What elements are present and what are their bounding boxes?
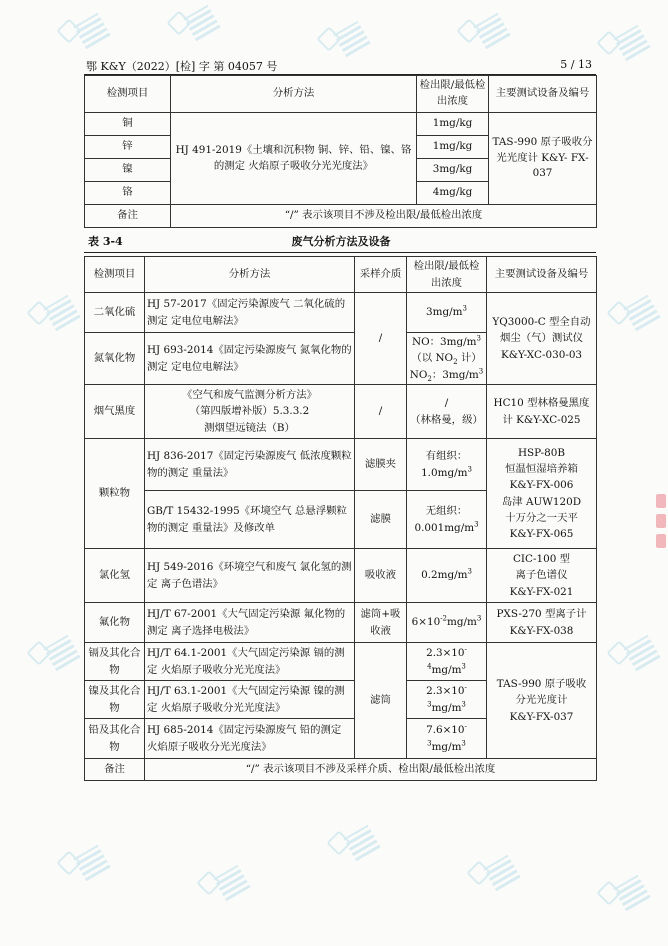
limit-cell bbox=[407, 333, 487, 385]
method-cell: HJ 549-2016《环境空气和废气 氯化氢的测定 离子色谱法》 bbox=[145, 549, 355, 603]
exponent: -3 bbox=[427, 722, 467, 748]
subscript: 2 bbox=[453, 358, 458, 367]
report-number: 鄂 K&Y（2022）[检] 字 第 04057 号 bbox=[86, 60, 278, 73]
col-header: 采样介质 bbox=[355, 257, 407, 293]
soil-method-table bbox=[84, 75, 597, 228]
exponent: -2 bbox=[440, 614, 448, 623]
table-header-row bbox=[85, 76, 597, 113]
limit-cell: 4mg/kg bbox=[417, 182, 489, 205]
table-row bbox=[85, 439, 597, 491]
watermark-logo-icon bbox=[600, 880, 646, 926]
col-header: 检测项目 bbox=[85, 76, 171, 113]
remark-label: 备注 bbox=[85, 205, 171, 228]
table-number: 表 3-4 bbox=[88, 235, 123, 248]
item-cell: 锌 bbox=[85, 136, 171, 159]
unit-superscript: 3 bbox=[462, 304, 467, 313]
watermark-logo-icon bbox=[610, 300, 656, 346]
equipment-line: 离子色谱仪 bbox=[515, 569, 568, 582]
limit-cell bbox=[407, 681, 487, 719]
item-cell: 铜 bbox=[85, 113, 171, 136]
limit-cell bbox=[407, 439, 487, 491]
item-cell: 镍及其化合物 bbox=[85, 681, 145, 719]
equipment-cell bbox=[487, 603, 597, 643]
watermark-logo-icon bbox=[470, 860, 516, 906]
equipment-cell bbox=[487, 549, 597, 603]
unit-superscript: 3 bbox=[461, 739, 466, 748]
method-line: （第四版增补版）5.3.3.2 bbox=[189, 405, 310, 418]
col-header: 主要测试设备及编号 bbox=[489, 76, 597, 113]
unit-superscript: 3 bbox=[476, 614, 482, 623]
limit-value: 0.001mg/m bbox=[414, 521, 475, 534]
method-cell: HJ/T 64.1-2001《大气固定污染源 镉的测定 火焰原子吸收分光光度法》 bbox=[145, 643, 355, 681]
equipment-cell bbox=[487, 439, 597, 549]
watermark-logo-icon bbox=[30, 640, 76, 686]
equipment-line: TAS-990 原子吸收 bbox=[496, 678, 587, 691]
exponent: -4 bbox=[427, 645, 467, 671]
item-cell: 铬 bbox=[85, 182, 171, 205]
method-cell: HJ 491-2019《土壤和沉积物 铜、锌、铅、镍、铬的测定 火焰原子吸收分光光度法》 bbox=[171, 113, 417, 205]
col-header: 主要测试设备及编号 bbox=[487, 257, 597, 293]
item-cell: 氟化物 bbox=[85, 603, 145, 643]
unit-superscript: 3 bbox=[476, 334, 481, 343]
limit-value: 1.0mg/m bbox=[421, 466, 468, 479]
subscript: 2 bbox=[427, 374, 432, 383]
medium-cell: 滤膜 bbox=[355, 491, 407, 549]
limit-cell: 3mg/kg bbox=[417, 159, 489, 182]
method-cell: HJ 836-2017《固定污染源废气 低浓度颗粒物的测定 重量法》 bbox=[145, 439, 355, 491]
method-cell bbox=[145, 385, 355, 439]
item-cell: 铅及其化合物 bbox=[85, 719, 145, 759]
method-cell: HJ 57-2017《固定污染源废气 二氧化硫的测定 定电位电解法》 bbox=[145, 293, 355, 333]
watermark-logo-icon bbox=[320, 26, 366, 72]
equipment-cell bbox=[487, 643, 597, 759]
method-cell: GB/T 15432-1995《环境空气 总悬浮颗粒物的测定 重量法》及修改单 bbox=[145, 491, 355, 549]
table-row bbox=[85, 385, 597, 439]
equipment-line: K&Y-FX-006 bbox=[509, 479, 574, 492]
waste-gas-method-table bbox=[84, 256, 597, 781]
item-cell: 氮氧化物 bbox=[85, 333, 145, 385]
exponent: -3 bbox=[427, 683, 467, 709]
method-cell: HJ/T 67-2001《大气固定污染源 氟化物的测定 离子选择电极法》 bbox=[145, 603, 355, 643]
equipment-line: 分光光度计 bbox=[515, 694, 568, 707]
method-cell: HJ 693-2014《固定污染源废气 氮氧化物的测定 定电位电解法》 bbox=[145, 333, 355, 385]
medium-cell: 滤膜夹 bbox=[355, 439, 407, 491]
item-cell: 颗粒物 bbox=[85, 439, 145, 549]
method-cell: HJ 685-2014《固定污染源废气 铅的测定 火焰原子吸收分光光度法》 bbox=[145, 719, 355, 759]
unit-superscript: 3 bbox=[461, 700, 466, 709]
limit-value: （林格曼，级） bbox=[410, 413, 483, 426]
limit-cell: 1mg/kg bbox=[417, 136, 489, 159]
limit-note: 计） bbox=[457, 352, 482, 365]
equipment-line: 恒温恒湿培养箱 bbox=[505, 463, 578, 476]
equipment-line: HSP-80B bbox=[518, 447, 565, 460]
remark-label: 备注 bbox=[85, 759, 145, 781]
table-row bbox=[85, 293, 597, 333]
table-row bbox=[85, 549, 597, 603]
medium-cell: / bbox=[355, 385, 407, 439]
equipment-cell: TAS-990 原子吸收分光光度计 K&Y- FX-037 bbox=[489, 113, 597, 205]
equipment-line: 岛津 AUW120D bbox=[501, 495, 582, 508]
watermark-logo-icon bbox=[330, 830, 376, 876]
limit-unit: mg/m bbox=[431, 701, 462, 714]
limit-unit: mg/m bbox=[431, 740, 462, 753]
limit-value: NO：3mg/m bbox=[412, 336, 477, 349]
unit-superscript: 3 bbox=[467, 465, 472, 474]
col-header: 检出限/最低检出浓度 bbox=[407, 257, 487, 293]
item-cell: 二氧化硫 bbox=[85, 293, 145, 333]
method-cell: HJ/T 63.1-2001《大气固定污染源 镍的测定 火焰原子吸收分光光度法》 bbox=[145, 681, 355, 719]
remark-text: “/” 表示该项目不涉及检出限/最低检出浓度 bbox=[171, 205, 597, 228]
unit-superscript: 3 bbox=[474, 520, 479, 529]
table-row bbox=[85, 603, 597, 643]
limit-value: 2.3×10 bbox=[426, 685, 465, 698]
item-cell: 氯化氢 bbox=[85, 549, 145, 603]
unit-superscript: 3 bbox=[461, 662, 466, 671]
unit-superscript: 3 bbox=[478, 367, 484, 376]
remark-row bbox=[85, 759, 597, 781]
equipment-line: K&Y-FX-065 bbox=[509, 527, 574, 540]
medium-cell: 滤筒 bbox=[355, 643, 407, 759]
watermark-logo-icon bbox=[610, 640, 656, 686]
limit-note: （以 NO bbox=[411, 352, 454, 365]
seal-stamp-edge bbox=[650, 488, 668, 578]
watermark-logo-icon bbox=[60, 850, 106, 896]
medium-cell: 吸收液 bbox=[355, 549, 407, 603]
medium-cell: / bbox=[355, 293, 407, 385]
limit-value: 有组织： bbox=[425, 450, 468, 463]
col-header: 检出限/最低检出浓度 bbox=[417, 76, 489, 113]
table-row bbox=[85, 113, 597, 136]
equipment-line: K&Y-FX-021 bbox=[509, 585, 574, 598]
limit-cell bbox=[407, 603, 487, 643]
equipment-line: 十万分之一天平 bbox=[505, 511, 578, 524]
table-header-row bbox=[85, 257, 597, 293]
limit-value: 7.6×10 bbox=[426, 724, 465, 737]
limit-value: / bbox=[444, 397, 449, 410]
limit-value: 0.2mg/m bbox=[421, 569, 468, 582]
page-number: 5 / 13 bbox=[560, 58, 592, 71]
table-title: 废气分析方法及设备 bbox=[291, 235, 391, 248]
equipment-line: K&Y-FX-038 bbox=[509, 624, 574, 637]
col-header: 分析方法 bbox=[145, 257, 355, 293]
equipment-cell: YQ3000-C 型全自动烟尘（气）测试仪 K&Y-XC-030-03 bbox=[487, 293, 597, 385]
limit-unit: mg/m bbox=[447, 616, 477, 629]
watermark-logo-icon bbox=[600, 30, 646, 76]
equipment-line: CIC-100 型 bbox=[512, 553, 571, 566]
limit-cell bbox=[407, 491, 487, 549]
limit-cell: 1mg/kg bbox=[417, 113, 489, 136]
limit-cell bbox=[407, 719, 487, 759]
unit-superscript: 3 bbox=[467, 567, 472, 576]
col-header: 检测项目 bbox=[85, 257, 145, 293]
equipment-line: K&Y-FX-037 bbox=[509, 710, 574, 723]
caption-rule bbox=[84, 252, 596, 253]
limit-cell bbox=[407, 549, 487, 603]
remark-row bbox=[85, 205, 597, 228]
limit-value: 2.3×10 bbox=[426, 647, 465, 660]
watermark-logo-icon bbox=[170, 10, 216, 56]
limit-value: 3mg/m bbox=[426, 306, 463, 319]
watermark-logo-icon bbox=[200, 870, 246, 916]
method-line: 《空气和废气监测分析方法》 bbox=[181, 389, 318, 402]
limit-value: 无组织： bbox=[425, 505, 468, 518]
limit-value: NO bbox=[409, 368, 428, 381]
medium-cell: 滤筒+吸收液 bbox=[355, 603, 407, 643]
remark-text: “/” 表示该项目不涉及采样介质、检出限/最低检出浓度 bbox=[145, 759, 597, 781]
item-cell: 烟气黑度 bbox=[85, 385, 145, 439]
col-header: 分析方法 bbox=[171, 76, 417, 113]
limit-cell bbox=[407, 643, 487, 681]
limit-cell bbox=[407, 293, 487, 333]
limit-value: ：3mg/m bbox=[431, 368, 479, 381]
watermark-logo-icon bbox=[460, 18, 506, 64]
method-line: 测烟望远镜法（B） bbox=[204, 421, 295, 434]
limit-unit: mg/m bbox=[431, 663, 462, 676]
equipment-cell: HC10 型林格曼黑度计 K&Y-XC-025 bbox=[487, 385, 597, 439]
watermark-logo-icon bbox=[30, 300, 76, 346]
table-row bbox=[85, 643, 597, 681]
item-cell: 镍 bbox=[85, 159, 171, 182]
limit-cell bbox=[407, 385, 487, 439]
limit-value: 6×10 bbox=[411, 616, 441, 629]
equipment-line: PXS-270 型离子计 bbox=[496, 608, 587, 621]
item-cell: 镉及其化合物 bbox=[85, 643, 145, 681]
